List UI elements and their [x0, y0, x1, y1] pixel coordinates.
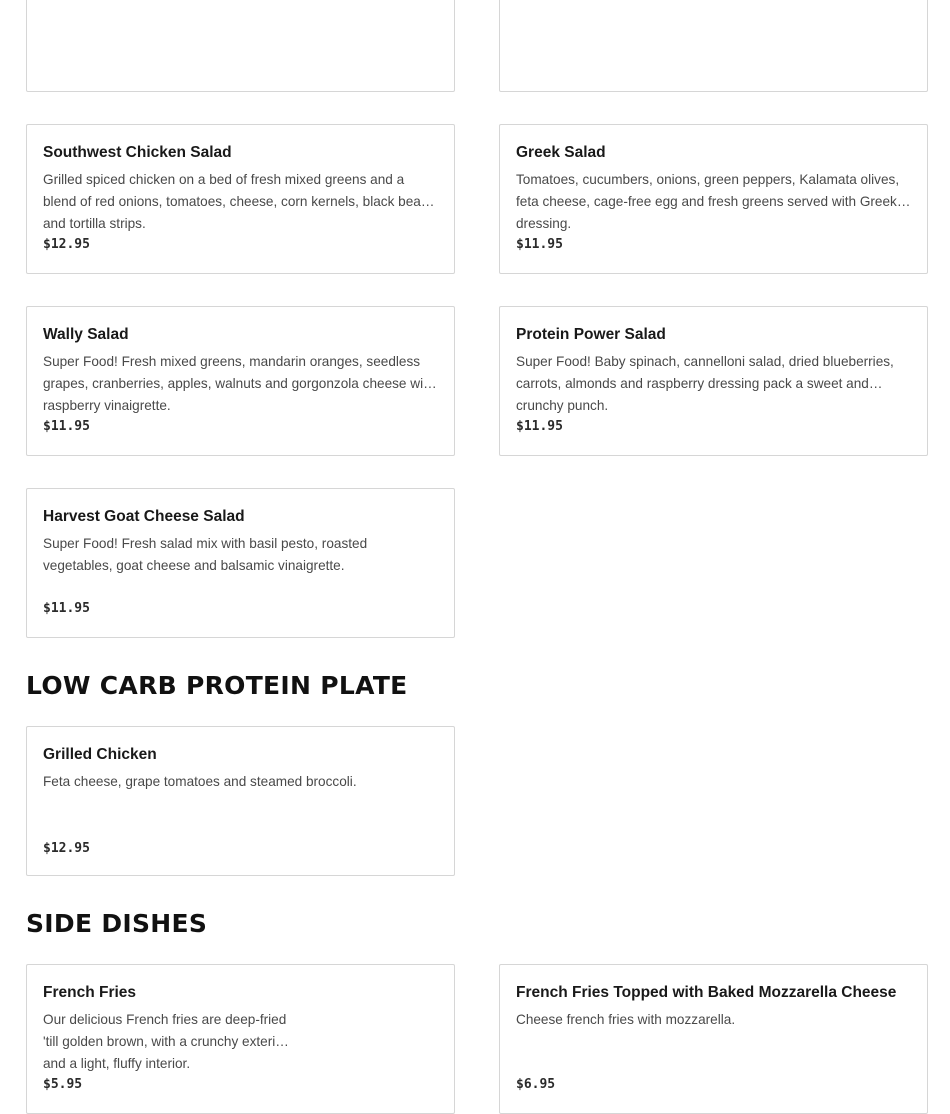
menu-item-card[interactable]	[26, 488, 455, 638]
menu-item-description: Super Food! Fresh mixed greens, mandarin oranges, seedless grapes, cranberries, apples, walnuts and gorgonzola cheese with raspberry vinaigrette.	[43, 354, 435, 413]
menu-item-name: Southwest Chicken Salad	[43, 144, 232, 161]
menu-item-name: Harvest Goat Cheese Salad	[43, 508, 245, 525]
menu-item-price: $11.95	[516, 237, 563, 252]
menu-item-description: Grilled spiced chicken on a bed of fresh mixed greens and a blend of red onions, tomatoes, cheese, corn kernels, black beans and tortilla strips.	[43, 172, 436, 231]
menu-item-description: Super Food! Fresh salad mix with basil pesto, roasted vegetables, goat cheese and balsamic vinaigrette.	[43, 536, 368, 573]
menu-item-card[interactable]	[26, 726, 455, 876]
menu-item-description: Cheese french fries with mozzarella.	[516, 1012, 736, 1027]
menu-item-card[interactable]	[26, 124, 455, 274]
menu-item-price: $5.95	[43, 1077, 83, 1092]
menu-item-name: Protein Power Salad	[516, 326, 666, 343]
menu-item-card[interactable]	[499, 964, 928, 1114]
menu-item-price: $11.95	[516, 419, 563, 434]
menu-item-card[interactable]	[499, 0, 928, 92]
menu-item-card[interactable]	[26, 306, 455, 456]
menu-item-description: Our delicious French fries are deep-fried 'till golden brown, with a crunchy exterior and a light, fluffy interior.	[43, 1012, 288, 1071]
menu-item-name: Greek Salad	[516, 144, 606, 161]
menu-item-description: Feta cheese, grape tomatoes and steamed broccoli.	[43, 774, 357, 789]
menu-item-price: $12.95	[43, 841, 90, 856]
menu-item-card[interactable]	[26, 964, 455, 1114]
menu-item-name: French Fries	[43, 984, 137, 1001]
menu-item-price: $11.95	[43, 419, 90, 434]
menu-item-description: Tomatoes, cucumbers, onions, green peppers, Kalamata olives, feta cheese, cage-free egg and fresh greens served with Greek dressing.	[516, 172, 900, 231]
menu-item-card[interactable]	[26, 0, 455, 92]
section-title-side-dishes: SIDE DISHES	[26, 909, 208, 938]
menu-item-card[interactable]	[499, 306, 928, 456]
menu-item-card[interactable]	[499, 124, 928, 274]
menu-item-name: French Fries Topped with Baked Mozzarella Cheese	[516, 984, 897, 1001]
section-title-low-carb: LOW CARB PROTEIN PLATE	[26, 671, 408, 700]
menu-item-price: $6.95	[516, 1077, 556, 1092]
menu-item-price: $11.95	[43, 601, 90, 616]
menu-item-name: Wally Salad	[43, 326, 129, 343]
menu-item-name: Grilled Chicken	[43, 746, 157, 763]
menu-item-price: $12.95	[43, 237, 90, 252]
menu-item-description: Super Food! Baby spinach, cannelloni salad, dried blueberries, carrots, almonds and raspberry dressing pack a sweet and crunchy punch.	[516, 354, 894, 413]
